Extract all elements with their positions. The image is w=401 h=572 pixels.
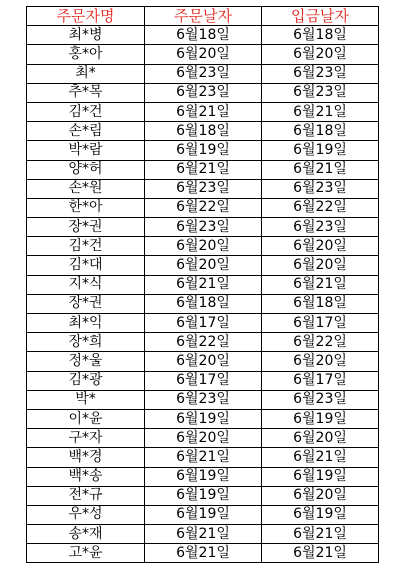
deposit-date-cell: 6월23일: [262, 64, 379, 83]
table-row: [27, 83, 379, 102]
deposit-date-cell: 6월20일: [262, 486, 379, 505]
deposit-date-cell: 6월19일: [262, 505, 379, 524]
order-date-cell: 6월21일: [145, 275, 262, 294]
deposit-date-cell: 6월19일: [262, 467, 379, 486]
deposit-date-cell: 6월23일: [262, 390, 379, 409]
deposit-date-cell: 6월21일: [262, 544, 379, 563]
deposit-date-cell: 6월23일: [262, 179, 379, 198]
order-date-cell: 6월20일: [145, 429, 262, 448]
orderer-name-cell: 손*림: [27, 122, 145, 141]
order-date-cell: 6월23일: [145, 218, 262, 237]
order-date-cell: 6월21일: [145, 160, 262, 179]
order-date-cell: 6월20일: [145, 352, 262, 371]
orderer-name-cell: 백*경: [27, 448, 145, 467]
deposit-date-cell: 6월21일: [262, 160, 379, 179]
deposit-date-cell: 6월17일: [262, 314, 379, 333]
header-deposit-date: 입금날자: [262, 7, 379, 26]
orderer-name-cell: 박*: [27, 390, 145, 409]
deposit-date-cell: 6월18일: [262, 26, 379, 45]
header-orderer-name: 주문자명: [27, 7, 145, 26]
orderer-name-cell: 추*목: [27, 83, 145, 102]
deposit-date-cell: 6월20일: [262, 429, 379, 448]
deposit-date-cell: 6월21일: [262, 525, 379, 544]
table-row: [27, 237, 379, 256]
order-date-cell: 6월23일: [145, 64, 262, 83]
orderer-name-cell: 김*건: [27, 237, 145, 256]
table-row: [27, 429, 379, 448]
order-date-cell: 6월20일: [145, 237, 262, 256]
deposit-date-cell: 6월17일: [262, 371, 379, 390]
orderer-name-cell: 박*람: [27, 141, 145, 160]
order-date-cell: 6월23일: [145, 83, 262, 102]
orderer-name-cell: 김*건: [27, 102, 145, 121]
orderer-name-cell: 김*대: [27, 256, 145, 275]
table-row: [27, 409, 379, 428]
table-row: [27, 160, 379, 179]
deposit-date-cell: 6월22일: [262, 198, 379, 217]
orderer-name-cell: 김*광: [27, 371, 145, 390]
table-row: [27, 525, 379, 544]
order-date-cell: 6월21일: [145, 448, 262, 467]
orderer-name-cell: 손*원: [27, 179, 145, 198]
table-row: [27, 102, 379, 121]
table-row: [27, 275, 379, 294]
order-date-cell: 6월18일: [145, 294, 262, 313]
table-row: [27, 256, 379, 275]
deposit-date-cell: 6월20일: [262, 237, 379, 256]
table-row: [27, 26, 379, 45]
deposit-date-cell: 6월18일: [262, 294, 379, 313]
table-row: [27, 45, 379, 64]
order-date-cell: 6월23일: [145, 179, 262, 198]
orderer-name-cell: 최*병: [27, 26, 145, 45]
table-row: [27, 390, 379, 409]
table-row: [27, 352, 379, 371]
table-row: [27, 294, 379, 313]
orderer-name-cell: 장*권: [27, 218, 145, 237]
orderer-name-cell: 송*재: [27, 525, 145, 544]
order-date-cell: 6월17일: [145, 371, 262, 390]
deposit-date-cell: 6월20일: [262, 352, 379, 371]
deposit-date-cell: 6월19일: [262, 409, 379, 428]
order-date-cell: 6월21일: [145, 525, 262, 544]
orderer-name-cell: 지*식: [27, 275, 145, 294]
orderer-name-cell: 최*익: [27, 314, 145, 333]
table-row: [27, 371, 379, 390]
deposit-date-cell: 6월19일: [262, 141, 379, 160]
order-date-cell: 6월19일: [145, 409, 262, 428]
order-date-cell: 6월18일: [145, 122, 262, 141]
orderer-name-cell: 구*자: [27, 429, 145, 448]
table-row: [27, 314, 379, 333]
orderer-name-cell: 우*성: [27, 505, 145, 524]
table-row: [27, 505, 379, 524]
orderer-name-cell: 고*윤: [27, 544, 145, 563]
orderer-name-cell: 최*: [27, 64, 145, 83]
deposit-date-cell: 6월21일: [262, 448, 379, 467]
order-date-cell: 6월18일: [145, 26, 262, 45]
table-row: [27, 141, 379, 160]
orderer-name-cell: 장*희: [27, 333, 145, 352]
table-row: [27, 486, 379, 505]
table-row: [27, 218, 379, 237]
order-date-cell: 6월19일: [145, 467, 262, 486]
table-row: [27, 64, 379, 83]
orderer-name-cell: 한*아: [27, 198, 145, 217]
table-body: [27, 26, 379, 563]
orderer-name-cell: 정*울: [27, 352, 145, 371]
deposit-date-cell: 6월23일: [262, 218, 379, 237]
deposit-date-cell: 6월20일: [262, 256, 379, 275]
order-date-cell: 6월20일: [145, 256, 262, 275]
order-deposit-table: [26, 6, 379, 563]
order-date-cell: 6월22일: [145, 198, 262, 217]
order-date-cell: 6월17일: [145, 314, 262, 333]
order-date-cell: 6월19일: [145, 505, 262, 524]
table-row: [27, 122, 379, 141]
deposit-date-cell: 6월21일: [262, 102, 379, 121]
order-date-cell: 6월23일: [145, 390, 262, 409]
orderer-name-cell: 장*권: [27, 294, 145, 313]
table-row: [27, 467, 379, 486]
orderer-name-cell: 홍*아: [27, 45, 145, 64]
deposit-date-cell: 6월21일: [262, 275, 379, 294]
deposit-date-cell: 6월23일: [262, 83, 379, 102]
orderer-name-cell: 전*규: [27, 486, 145, 505]
table-row: [27, 179, 379, 198]
orderer-name-cell: 양*허: [27, 160, 145, 179]
deposit-date-cell: 6월18일: [262, 122, 379, 141]
table-row: [27, 333, 379, 352]
deposit-date-cell: 6월22일: [262, 333, 379, 352]
orderer-name-cell: 이*윤: [27, 409, 145, 428]
header-row: [27, 7, 379, 26]
order-date-cell: 6월21일: [145, 102, 262, 121]
orderer-name-cell: 백*송: [27, 467, 145, 486]
table-row: [27, 198, 379, 217]
order-date-cell: 6월21일: [145, 544, 262, 563]
table-row: [27, 544, 379, 563]
order-date-cell: 6월19일: [145, 486, 262, 505]
order-date-cell: 6월20일: [145, 45, 262, 64]
deposit-date-cell: 6월20일: [262, 45, 379, 64]
order-date-cell: 6월22일: [145, 333, 262, 352]
table-row: [27, 448, 379, 467]
order-date-cell: 6월19일: [145, 141, 262, 160]
header-order-date: 주문날자: [145, 7, 262, 26]
